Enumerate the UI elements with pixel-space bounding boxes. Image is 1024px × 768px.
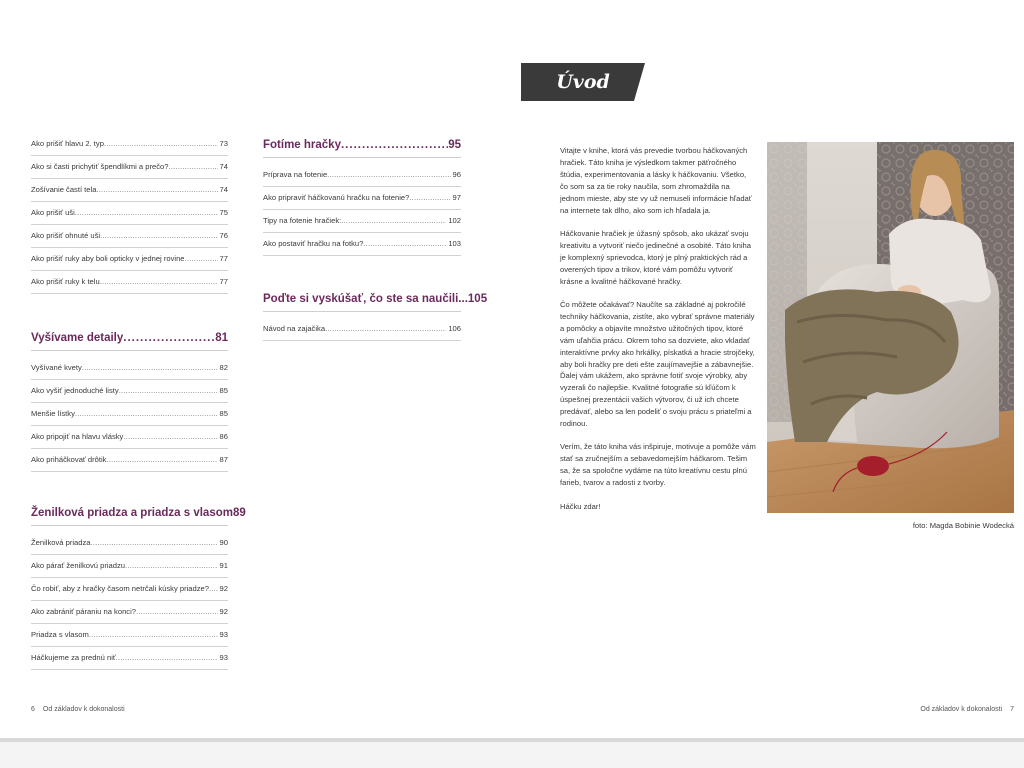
toc-chapter-heading: Vyšívame detaily ..... 81 [31, 328, 228, 348]
toc-entry: Ako vyšiť jednoduché listy ..... 85 [31, 380, 228, 402]
toc-entry: Ako postaviť hračku na fotku? ..... 103 [263, 233, 461, 255]
toc-entry: Ako prišiť ruky k telu ..... 77 [31, 271, 228, 293]
toc-group [31, 328, 228, 472]
toc-chapter-heading: Fotíme hračky ..... 95 [263, 135, 461, 155]
intro-title-banner [521, 63, 645, 101]
toc-entry: Ako prišiť ruky aby boli opticky v jednej rovine ..... 77 [31, 248, 228, 270]
photo-caption: foto: Magda Bobinie Wodecká [912, 521, 1014, 530]
toc-entry: Čo robiť, aby z hračky časom netrčali kúsky priadze? ..... 92 [31, 578, 228, 600]
toc-entry: Ako prišiť uši ..... 75 [31, 202, 228, 224]
author-photo-illustration [767, 142, 1014, 513]
page-number: 7 [1010, 706, 1014, 713]
toc-entry: Ako pripojiť na hlavu vlásky ..... 86 [31, 426, 228, 448]
toc-group [31, 503, 246, 670]
toc-entry: Menšie lístky ..... 85 [31, 403, 228, 425]
toc-entry: Háčkujeme za prednú niť ..... 93 [31, 647, 228, 669]
toc-entry: Ako zabrániť páraniu na konci? ..... 92 [31, 601, 228, 623]
toc-entry: Vyšívané kvety ..... 82 [31, 357, 228, 379]
toc-chapter-heading: Ženilková priadza a priadza s vlasom 89 [31, 507, 246, 519]
toc-entry: Ako prišiť ohnuté uši ..... 76 [31, 225, 228, 247]
intro-paragraph: Čo môžete očakávať? Naučíte sa základné aj pokročilé techniky háčkovania, zistíte, ako vybrať správne materiály a pomôcky a objavíte množstvo užitočných tipov, ktoré vám uľahčia prácu. Okrem toho sa dozviete, ako vkladať interaktívne prvky ako hrkálky, pískatká a hracie strojčeky, aby boli hračky pre deti ešte zaujímavejšie a zábavnejšie. Ďalej vám ukážem, ako správne fotiť svoje výrobky, aby vyzerali čo najlepšie. Kvalitné fotografie sú kľúčom k úspešnej prezentácii vašich výtvorov, či už ich chcete predávať, alebo sa len podeliť o svoju prácu s priateľmi a rodinou. [560, 299, 755, 429]
author-photo [767, 142, 1014, 513]
toc-entry: Ženilková priadza ..... 90 [31, 532, 228, 554]
toc-entry: Ako prišiť hlavu 2. typ ..... 73 [31, 133, 228, 155]
toc-entry: Zošívanie častí tela ..... 74 [31, 179, 228, 201]
running-title: Od základov k dokonalosti [920, 706, 1003, 713]
toc-entry: Ako pripraviť háčkovanú hračku na fotenie? ..... 97 [263, 187, 461, 209]
intro-paragraph: Vitajte v knihe, ktorá vás prevedie tvorbou háčkovaných hračiek. Táto kniha je výsledkom takmer päťročného štúdia, experimentovania a lásky k háčkovaniu. Všetko, čo som sa za tie roky naučila, som zhromaždila na jednom mieste, aby ste vy už nemuseli informácie hľadať na internete tak dlho, ako som ich hľadala ja. [560, 146, 752, 215]
toc-entry: Ako priháčkovať drôtik ..... 87 [31, 449, 228, 471]
intro-title: Úvod [556, 71, 610, 93]
toc-group [263, 135, 461, 256]
toc-entry: Ako párať ženilkovú priadzu ..... 91 [31, 555, 228, 577]
toc-entry: Priadza s vlasom ..... 93 [31, 624, 228, 646]
intro-body [560, 145, 756, 524]
page-number: 6 [31, 706, 35, 713]
intro-paragraph: Háčkovanie hračiek je úžasný spôsob, ako ukázať svoju kreativitu a vytvoriť niečo jedinečné a osobité. Táto kniha je komplexný sprievodca, ktorý je plný praktických rád a overených tipov a trikov, ktoré vám pomôžu vytvoriť krásne a kvalitné háčkované hračky. [560, 228, 751, 286]
footer-right [920, 706, 1014, 713]
viewer-bottom-strip [0, 742, 1024, 768]
toc-chapter-heading: Poďte si vyskúšať, čo ste sa naučili... 105 [263, 293, 488, 305]
intro-paragraph: Verím, že táto kniha vás inšpiruje, motivuje a pomôže vám stať sa zručnejším a sebavedomejším háčkarom. Tešim sa, že sa spoločne vydáme na túto kreatívnu cestu plnú farieb, tvarov a radosti z tvorby. [560, 442, 756, 488]
running-title: Od základov k dokonalosti [42, 706, 125, 713]
footer-left [31, 706, 125, 713]
toc-entry: Ako si časti prichytiť špendlíkmi a prečo? ..... 74 [31, 156, 228, 178]
toc-group [263, 289, 488, 341]
intro-paragraph: Háčku zdar! [560, 501, 601, 511]
toc-entry: Tipy na fotenie hračiek: ..... 102 [263, 210, 461, 232]
toc-entry: Návod na zajačika ..... 106 [263, 318, 461, 340]
toc-group [31, 133, 228, 294]
toc-entry: Príprava na fotenie ..... 96 [263, 164, 461, 186]
